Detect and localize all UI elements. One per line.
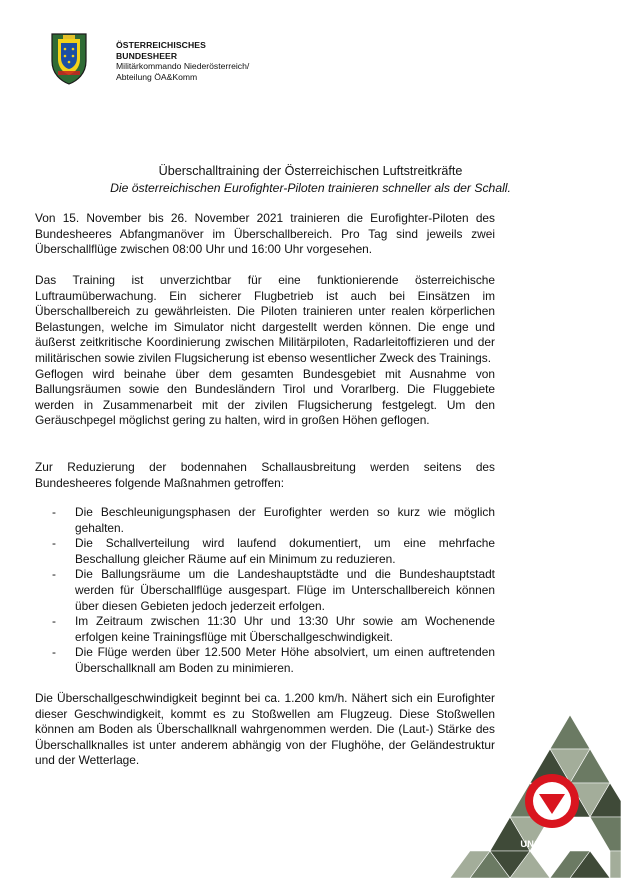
paragraph-text: Das Training ist unverzichtbar für eine funktionierende österreichische Luftraumüberwachung. Ein sicherer Flugbetrieb ist auch bei Einsätzen im Überschallbereich zu gewährleisten. Die Piloten trainieren unter realen körperlichen Belastungen, welche im Simulator nicht dargestellt werden können. Die enge und äußerst zeitkritische Koordinierung zwischen Militärpiloten, Radarleitoffizieren und der militärischen sowie zivilen Flugsicherung ist ebenso wesentlicher Zweck des Trainings. bbox=[35, 273, 495, 365]
paragraph-dates bbox=[35, 211, 495, 258]
bundesheer-crest-icon bbox=[50, 31, 88, 85]
document-subtitle: Die österreichischen Eurofighter-Piloten trainieren schneller als der Schall. bbox=[110, 181, 511, 195]
bullet-dash: - bbox=[52, 567, 56, 582]
paragraph-text: Die Überschallgeschwindigkeit beginnt bei ca. 1.200 km/h. Nähert sich ein Eurofighter dieser Geschwindigkeit, kommt es zu Stoßwellen am Flugzeug. Diese Stoßwellen können am Boden als Überschallknall wahrgenommen werden. Die (Laut-) Stärke des Überschallknalles ist unter anderem abhängig von der Flughöhe, der Geländestruktur und der Wetterlage. bbox=[35, 691, 495, 768]
document-title: Überschalltraining der Österreichischen Luftstreitkräfte bbox=[158, 164, 463, 178]
unser-heer-triangle-pattern bbox=[450, 715, 621, 878]
paragraph-text: Zur Reduzierung der bodennahen Schallausbreitung werden seitens des Bundesheeres folgende Maßnahmen getroffen: bbox=[35, 460, 495, 490]
bullet-dash: - bbox=[52, 645, 56, 660]
unser-heer-label: UNSER HEER bbox=[520, 839, 584, 849]
list-item bbox=[35, 645, 495, 676]
org-name-line1: ÖSTERREICHISCHES bbox=[116, 40, 206, 50]
org-department-line1: Militärkommando Niederösterreich/ bbox=[116, 61, 250, 71]
org-department-line2: Abteilung ÖA&Komm bbox=[116, 71, 198, 82]
list-item bbox=[35, 536, 495, 567]
list-item-text: Die Beschleunigungsphasen der Eurofighter werden so kurz wie möglich gehalten. bbox=[75, 505, 495, 535]
paragraph-supersonic bbox=[35, 691, 495, 769]
list-item bbox=[35, 614, 495, 645]
list-item bbox=[35, 567, 495, 614]
paragraph-text: Geflogen wird beinahe über dem gesamten Bundesgebiet mit Ausnahme von Ballungsräumen sowie den Bundesländern Tirol und Vorarlberg. Die Fluggebiete werden in Zusammenarbeit mit der zivilen Flugsicherung festgelegt. Um den Geräuschpegel möglichst gering zu halten, wird in großen Höhen geflogen. bbox=[35, 366, 495, 428]
paragraph-training bbox=[35, 273, 495, 429]
list-item-text: Die Flüge werden über 12.500 Meter Höhe absolviert, um einen auftretenden Überschallknall am Boden zu minimieren. bbox=[75, 645, 495, 675]
paragraph-text: Von 15. November bis 26. November 2021 trainieren die Eurofighter-Piloten des Bundesheeres Abfangmanöver im Überschallbereich. Pro Tag sind jeweils zwei Überschallflüge zwischen 08:00 Uhr und 16:00 Uhr vorgesehen. bbox=[35, 211, 495, 257]
bullet-dash: - bbox=[52, 614, 56, 629]
paragraph-measures-intro bbox=[35, 460, 495, 491]
list-item-text: Die Ballungsräume um die Landeshauptstädte und die Bundeshauptstadt werden für Überschallflüge ausgespart. Flüge im Unterschallbereich können über diesen Gebieten jedoch jederzeit erfolgen. bbox=[75, 567, 495, 613]
list-item bbox=[35, 505, 495, 536]
organization-block bbox=[116, 40, 249, 82]
measures-list bbox=[35, 505, 495, 677]
bullet-dash: - bbox=[52, 505, 56, 519]
org-name-line2: BUNDESHEER bbox=[116, 50, 178, 61]
list-item-text: Im Zeitraum zwischen 11:30 Uhr und 13:30 Uhr sowie am Wochenende erfolgen keine Trainingsflüge mit Überschallgeschwindigkeit. bbox=[75, 614, 495, 644]
list-item-text: Die Schallverteilung wird laufend dokumentiert, um eine mehrfache Beschallung gleicher Räume auf ein Minimum zu reduzieren. bbox=[75, 536, 495, 566]
bullet-dash: - bbox=[52, 536, 56, 551]
